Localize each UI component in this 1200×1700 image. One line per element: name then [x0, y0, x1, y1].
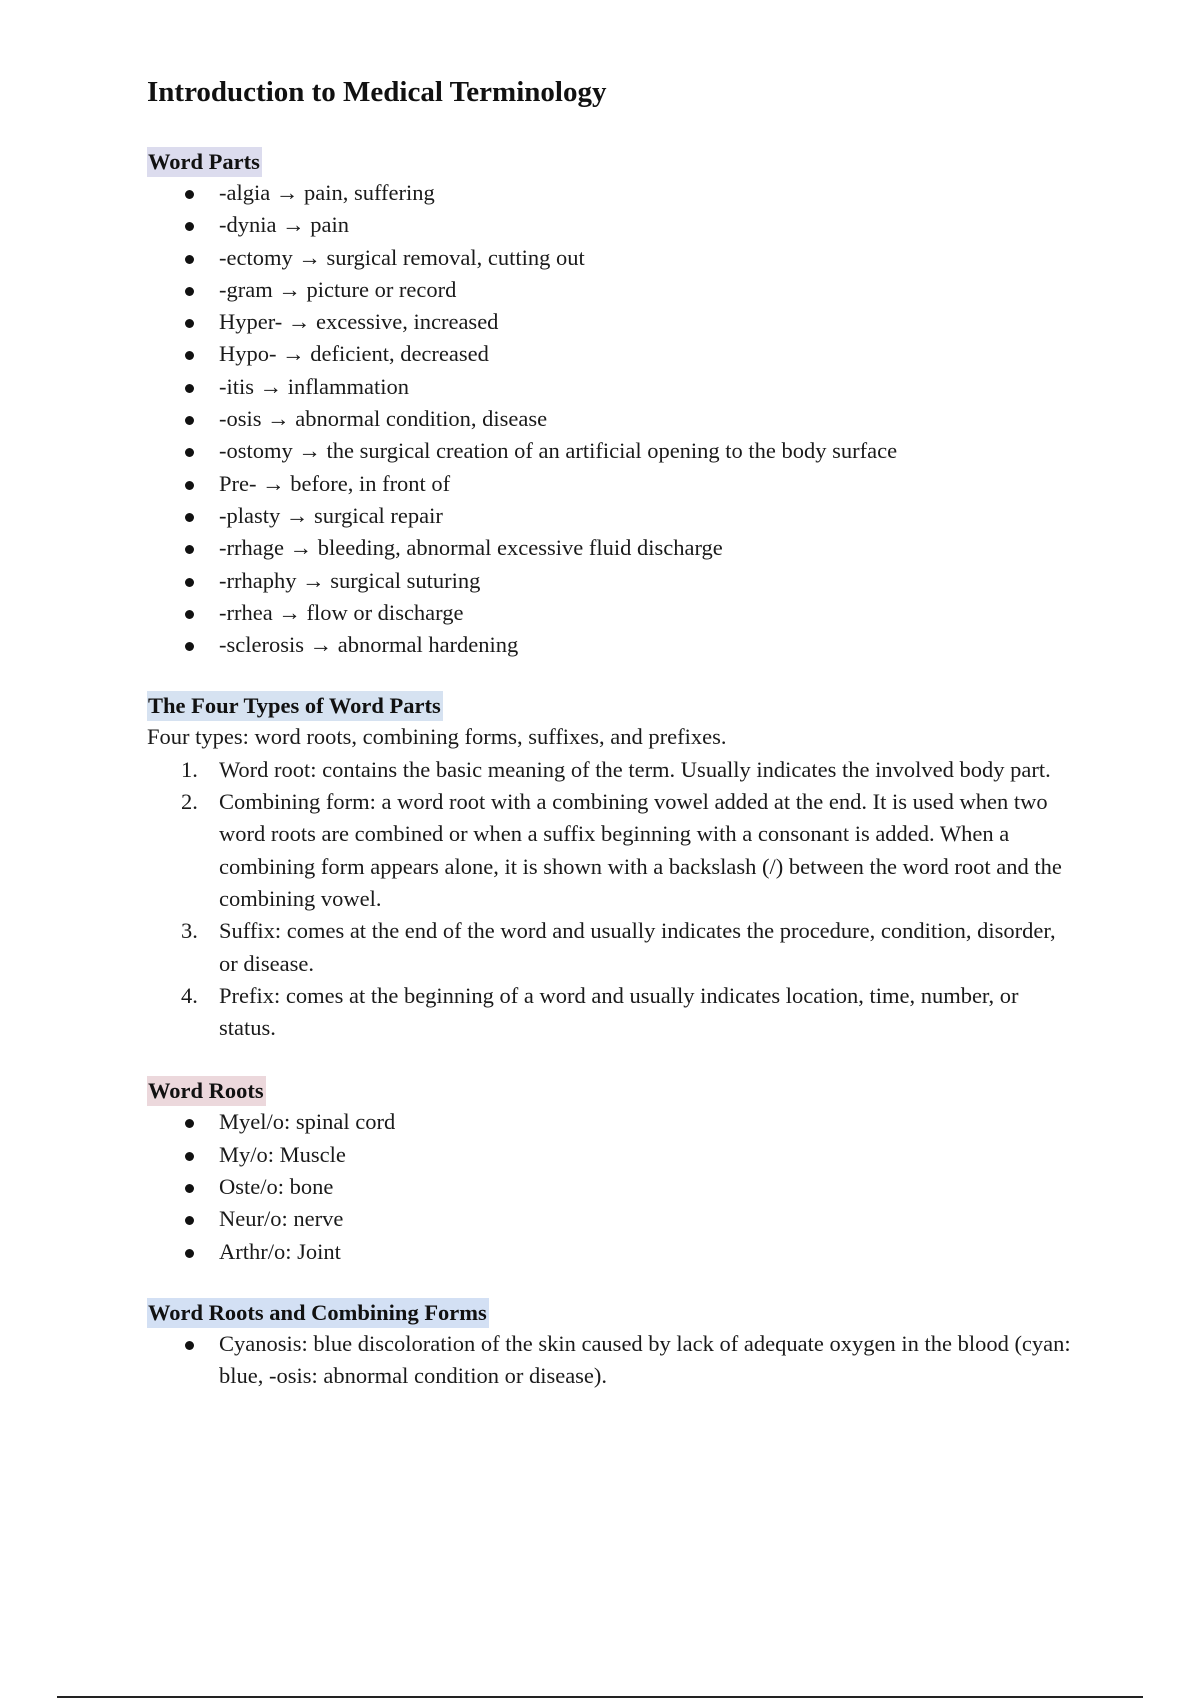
list-item: [147, 468, 1107, 500]
item-number: 3.: [181, 918, 198, 944]
item-number: 1.: [181, 756, 198, 782]
four-types-list: [147, 754, 1107, 1045]
document-page: [147, 74, 1107, 1421]
list-item-text: -ostomy → the surgical creation of an artificial opening to the body surface: [219, 438, 898, 464]
page-bottom-divider: [57, 1696, 1143, 1698]
word-roots-list: [147, 1106, 1107, 1267]
list-item-text: -ectomy → surgical removal, cutting out: [219, 244, 585, 270]
bullet-icon: [185, 578, 194, 587]
bullet-icon: [185, 545, 194, 554]
section-word-parts: [147, 147, 1107, 661]
list-item-text: Pre- → before, in front of: [219, 470, 451, 496]
list-item-text: My/o: Muscle: [219, 1141, 346, 1167]
list-item: [147, 242, 1107, 274]
bullet-icon: [185, 190, 194, 199]
list-item-text: -gram → picture or record: [219, 276, 457, 302]
bullet-icon: [185, 1216, 194, 1225]
numbered-item: [147, 980, 1107, 1045]
item-number: 2.: [181, 789, 198, 815]
item-text: Combining form: a word root with a combining vowel added at the end. It is used when two word roots are combined or when a suffix beginning with a consonant is added. When a combining form appears alone, it is shown with a backslash (/) between the word root and the combining vowel.: [219, 789, 1062, 911]
list-item: [147, 1236, 1107, 1268]
list-item-text: -rrhage → bleeding, abnormal excessive fluid discharge: [219, 535, 723, 561]
bullet-icon: [185, 222, 194, 231]
list-item: [147, 500, 1107, 532]
numbered-item: [147, 754, 1107, 786]
list-item-text: Cyanosis: blue discoloration of the skin caused by lack of adequate oxygen in the blood (cyan: blue, -osis: abnormal condition or disease).: [219, 1330, 1071, 1389]
list-item: [147, 371, 1107, 403]
bullet-icon: [185, 1341, 194, 1350]
list-item-text: Oste/o: bone: [219, 1174, 334, 1200]
numbered-item: [147, 915, 1107, 980]
item-text: Word root: contains the basic meaning of the term. Usually indicates the involved body part.: [219, 756, 1051, 782]
bullet-icon: [185, 384, 194, 393]
list-item: [147, 1171, 1107, 1203]
list-item-text: -itis → inflammation: [219, 373, 409, 399]
section-heading: The Four Types of Word Parts: [147, 691, 443, 721]
list-item-text: Neur/o: nerve: [219, 1206, 344, 1232]
list-item: [147, 1106, 1107, 1138]
list-item-text: -algia → pain, suffering: [219, 180, 435, 205]
item-number: 4.: [181, 982, 198, 1008]
bullet-icon: [185, 416, 194, 425]
section-heading: Word Parts: [147, 147, 262, 177]
list-item: [147, 597, 1107, 629]
list-item-text: Hypo- → deficient, decreased: [219, 341, 489, 367]
list-item: [147, 565, 1107, 597]
section-word-roots: [147, 1076, 1107, 1267]
bullet-icon: [185, 1119, 194, 1128]
list-item-text: Hyper- → excessive, increased: [219, 309, 499, 335]
list-item: [147, 209, 1107, 241]
bullet-icon: [185, 319, 194, 328]
bullet-icon: [185, 448, 194, 457]
list-item-text: -sclerosis → abnormal hardening: [219, 632, 519, 658]
list-item: [147, 177, 1107, 209]
list-item-text: -rrhea → flow or discharge: [219, 599, 464, 625]
list-item: [147, 1328, 1107, 1393]
list-item: [147, 1203, 1107, 1235]
bullet-icon: [185, 1184, 194, 1193]
list-item: [147, 338, 1107, 370]
section-four-types: [147, 691, 1107, 1044]
section-heading: Word Roots: [147, 1076, 266, 1106]
list-item: [147, 1139, 1107, 1171]
numbered-item: [147, 786, 1107, 915]
list-item: [147, 403, 1107, 435]
bullet-icon: [185, 1152, 194, 1161]
list-item: [147, 274, 1107, 306]
document-title: Introduction to Medical Terminology: [147, 76, 607, 108]
bullet-icon: [185, 351, 194, 360]
section-combining-forms: [147, 1298, 1107, 1393]
bullet-icon: [185, 287, 194, 296]
section-intro: Four types: word roots, combining forms, suffixes, and prefixes.: [147, 724, 727, 750]
bullet-icon: [185, 642, 194, 651]
combining-forms-list: [147, 1328, 1107, 1393]
list-item-text: -plasty → surgical repair: [219, 502, 443, 528]
list-item: [147, 629, 1107, 661]
bullet-icon: [185, 513, 194, 522]
bullet-icon: [185, 255, 194, 264]
list-item-text: -rrhaphy → surgical suturing: [219, 567, 481, 593]
bullet-icon: [185, 1249, 194, 1258]
section-heading: Word Roots and Combining Forms: [147, 1298, 489, 1328]
list-item-text: -osis → abnormal condition, disease: [219, 406, 548, 432]
list-item-text: Myel/o: spinal cord: [219, 1109, 396, 1135]
list-item: [147, 435, 1107, 467]
list-item: [147, 532, 1107, 564]
bullet-icon: [185, 610, 194, 619]
list-item: [147, 306, 1107, 338]
word-parts-list: [147, 177, 1107, 661]
bullet-icon: [185, 481, 194, 490]
item-text: Prefix: comes at the beginning of a word and usually indicates location, time, number, or status.: [219, 982, 1019, 1041]
item-text: Suffix: comes at the end of the word and usually indicates the procedure, condition, disorder, or disease.: [219, 918, 1056, 976]
list-item-text: -dynia → pain: [219, 212, 349, 238]
list-item-text: Arthr/o: Joint: [219, 1238, 341, 1264]
